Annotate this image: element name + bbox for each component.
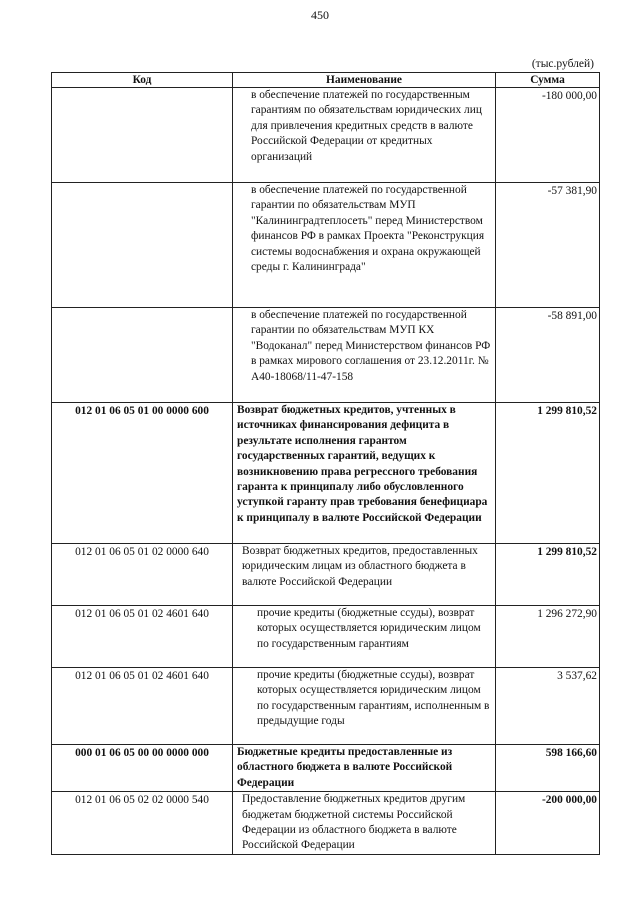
row-sum: 1 296 272,90 (496, 606, 600, 668)
row-sum: 1 299 810,52 (496, 403, 600, 544)
row-name: Возврат бюджетных кредитов, учтенных в источниках финансирования дефицита в результате исполнения гарантом государственных гарантий, ведущих к возникновению права регрессного требования гаранта к принципалу либо обусловленного уступкой гаранту прав требования бенефициара к принципалу в валюте Российской Федерации (233, 403, 496, 544)
page-number: 450 (311, 8, 329, 22)
row-name: в обеспечение платежей по государственным гарантиям по обязательствам юридических лиц для привлечения кредитных средств в валюте Российской Федерации от кредитных организаций (233, 88, 496, 183)
row-sum: 598 166,60 (496, 745, 600, 792)
row-name: Возврат бюджетных кредитов, предоставленных юридическим лицам из областного бюджета в валюте Российской Федерации (233, 544, 496, 606)
row-name: Предоставление бюджетных кредитов другим бюджетам бюджетной системы Российской Федерации из областного бюджета в валюте Российской Федерации (233, 792, 496, 855)
table-row (52, 745, 600, 792)
table-row (52, 308, 600, 403)
row-code (52, 88, 233, 183)
units-label: (тыс.рублей) (531, 58, 594, 70)
row-sum: 1 299 810,52 (496, 544, 600, 606)
table-row (52, 403, 600, 544)
row-sum: -200 000,00 (496, 792, 600, 855)
row-sum: -57 381,90 (496, 183, 600, 308)
row-code: 012 01 06 05 01 00 0000 600 (52, 403, 233, 544)
row-sum: -180 000,00 (496, 88, 600, 183)
row-sum: -58 891,00 (496, 308, 600, 403)
row-code (52, 308, 233, 403)
row-name: в обеспечение платежей по государственной гарантии по обязательствам МУП "Калининградтеплосеть" перед Министерством финансов РФ в рамках Проекта "Реконструкция системы водоснабжения и охрана окружающей среды г. Калининграда" (233, 183, 496, 308)
table-row (52, 88, 600, 183)
budget-table (51, 72, 600, 855)
table-row (52, 606, 600, 668)
table-row (52, 668, 600, 745)
row-name: прочие кредиты (бюджетные ссуды), возврат которых осуществляется юридическим лицом по государственным гарантиям, исполненным в предыдущие годы (233, 668, 496, 745)
header-name: Наименование (233, 73, 496, 88)
row-code: 012 01 06 05 02 02 0000 540 (52, 792, 233, 855)
header-code: Код (52, 73, 233, 88)
row-name: Бюджетные кредиты предоставленные из областного бюджета в валюте Российской Федерации (233, 745, 496, 792)
row-code: 000 01 06 05 00 00 0000 000 (52, 745, 233, 792)
row-code: 012 01 06 05 01 02 4601 640 (52, 668, 233, 745)
row-code: 012 01 06 05 01 02 4601 640 (52, 606, 233, 668)
table-row (52, 183, 600, 308)
table-row (52, 544, 600, 606)
row-name: прочие кредиты (бюджетные ссуды), возврат которых осуществляется юридическим лицом по государственным гарантиям (233, 606, 496, 668)
row-name: в обеспечение платежей по государственной гарантии по обязательствам МУП КХ "Водоканал" перед Министерством финансов РФ в рамках мирового соглашения от 23.12.2011г. № А40-18068/11-47-158 (233, 308, 496, 403)
row-code: 012 01 06 05 01 02 0000 640 (52, 544, 233, 606)
header-row (52, 73, 600, 88)
row-sum: 3 537,62 (496, 668, 600, 745)
header-sum: Сумма (496, 73, 600, 88)
table-row (52, 792, 600, 855)
row-code (52, 183, 233, 308)
